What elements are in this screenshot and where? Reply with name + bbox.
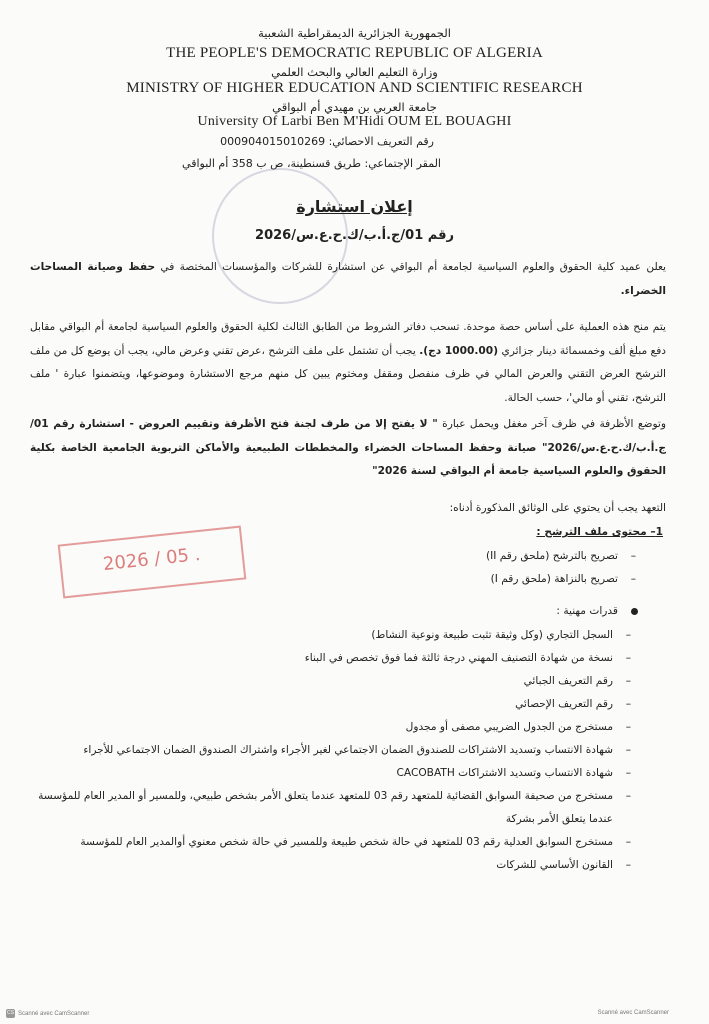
list-item: – مستخرج السوابق العدلية رقم 03 للمتعهد في حالة شخص طبيعة وللمسير في حالة شخص معنوي أوالمدير العام للمؤسسة xyxy=(30,831,635,854)
list-item: – السجل التجاري (وكل وثيقة تثبت طبيعة ونوعية النشاط) xyxy=(30,624,635,647)
header-ministry-en: MINISTRY OF HIGHER EDUCATION AND SCIENTIFIC RESEARCH xyxy=(126,80,583,96)
p1-text: يتم منح هذه العملية على أساس حصة موحدة. تسحب دفاتر الشروط من الطابق الثالث لكلية الحقوق والعلوم السياسية لجامعة أم البواقي مقابل دفع مبلغ ألف وخمسمائة دينار جزائري xyxy=(30,321,666,357)
professional-capacities-list xyxy=(30,600,640,623)
list-item: – تصريح بالترشح (ملحق رقم II) xyxy=(30,545,640,568)
dash-icon: – xyxy=(625,767,631,779)
header-ministry-ar: وزارة التعليم العالي والبحث العلمي xyxy=(271,65,438,79)
body-paragraph-2 xyxy=(30,413,666,484)
list-item: – رقم التعريف الإحصائي xyxy=(30,693,635,716)
p2-text: وتوضع الأظرفة في ظرف آخر مغفل ويحمل عبارة xyxy=(437,418,666,430)
dash-icon: – xyxy=(630,550,636,562)
candidacy-list xyxy=(30,545,640,591)
bullet-icon xyxy=(631,608,638,615)
professional-items xyxy=(30,624,635,877)
intro-bold: حفظ وصيانة المساحات الخضراء. xyxy=(30,261,666,297)
list-item: – القانون الأساسي للشركات xyxy=(30,854,635,877)
dash-icon: – xyxy=(625,698,631,710)
bullet-heading: قدرات مهنية : xyxy=(30,600,640,623)
intro-paragraph xyxy=(30,256,666,303)
list-item: – نسخة من شهادة التصنيف المهني درجة ثالثة فما فوق تخصص في البناء xyxy=(30,647,635,670)
list-item: – شهادة الانتساب وتسديد الاشتراكات للصندوق الضمان الاجتماعي لغير الأجراء واشتراك الصندوق الضمان الاجتماعي للأجراء xyxy=(30,739,635,762)
list-item: – مستخرج من الجدول الضريبي مصفى أو مجدول xyxy=(30,716,635,739)
body-paragraph-1 xyxy=(30,316,666,410)
dash-icon: – xyxy=(630,573,636,585)
footer-left: CS Scanné avec CamScanner xyxy=(7,1010,90,1018)
camscanner-icon: CS xyxy=(7,1010,14,1016)
dash-icon: – xyxy=(625,790,631,802)
header-university-ar: جامعة العربي بن مهيدي أم البواقي xyxy=(272,100,437,114)
list-item: – مستخرج من صحيفة السوابق القضائية للمتعهد رقم 03 للمتعهد عندما يتعلق الأمر بشخص طبيعي، وللمسير أو المدير العام للمؤسسة عندما يتعلق الأمر بشركة xyxy=(30,785,635,831)
dash-icon: – xyxy=(625,836,631,848)
p2-bold: " لا يفتح إلا من طرف لجنة فتح الأظرفة وتقييم العروض - استشارة رقم 01/ج.أ.ب/ك.ح.ع.س/2026" صيانة وحفظ المساحات الخضراء والمخططات الطبيعية والأماكن التربوية الجامعية الخاصة بكلية الحقوق والعلوم السياسية جامعة أم البواقي لسنة 2026" xyxy=(30,418,666,477)
footer-right: Scanné avec CamScanner xyxy=(597,1010,669,1016)
notice-title: إعلان استشارة xyxy=(296,197,413,216)
list-item: – شهادة الانتساب وتسديد الاشتراكات CACOBATH xyxy=(30,762,635,785)
p1-rest: يجب أن تشتمل على ملف الترشح ،عرض تقني وعرض مالي، يجب أن يوضع كل من ملف الترشح العرض التقني والعرض المالي في ظرف منفصل ومقفل ومختوم يبين كل منهم مرجع الاستشارة وموضوعها، ويتضمنوا عبارة ' ملف الترشح، تقني أو مالي'، حسب الحالة. xyxy=(30,344,666,404)
dash-icon: – xyxy=(625,629,631,641)
dash-icon: – xyxy=(625,675,631,687)
dash-icon: – xyxy=(625,744,631,756)
address: المقر الإجتماعي: طريق قسنطينة، ص ب 358 أم البواقي xyxy=(182,157,441,170)
header-republic-en: THE PEOPLE'S DEMOCRATIC REPUBLIC OF ALGERIA xyxy=(166,45,543,61)
header-university-en: University Of Larbi Ben M'Hidi OUM EL BOUAGHI xyxy=(197,114,512,129)
pledge-line: التعهد يجب أن يحتوي على الوثائق المذكورة أدناه: xyxy=(449,502,666,514)
stamp-date: 2026 / 05 . xyxy=(102,543,202,576)
dash-icon: – xyxy=(625,652,631,664)
list-item: – تصريح بالنزاهة (ملحق رقم I) xyxy=(30,568,640,591)
p1-amount: (1000.00 دج). xyxy=(419,344,499,357)
list-item: – رقم التعريف الجبائي xyxy=(30,670,635,693)
intro-text: يعلن عميد كلية الحقوق والعلوم السياسية لجامعة أم البواقي عن استشارة للشركات والمؤسسات المختصة في xyxy=(155,261,667,273)
notice-number: رقم 01/ج.أ.ب/ك.ح.ع.س/2026 xyxy=(255,228,454,243)
statistical-id: رقم التعريف الاحصائي: 000904015010269 xyxy=(220,135,434,148)
dash-icon: – xyxy=(625,859,631,871)
header-republic-ar: الجمهورية الجزائرية الديمقراطية الشعبية xyxy=(258,26,451,40)
section-1-heading: 1– محتوى ملف الترشح : xyxy=(536,526,663,538)
dash-icon: – xyxy=(625,721,631,733)
